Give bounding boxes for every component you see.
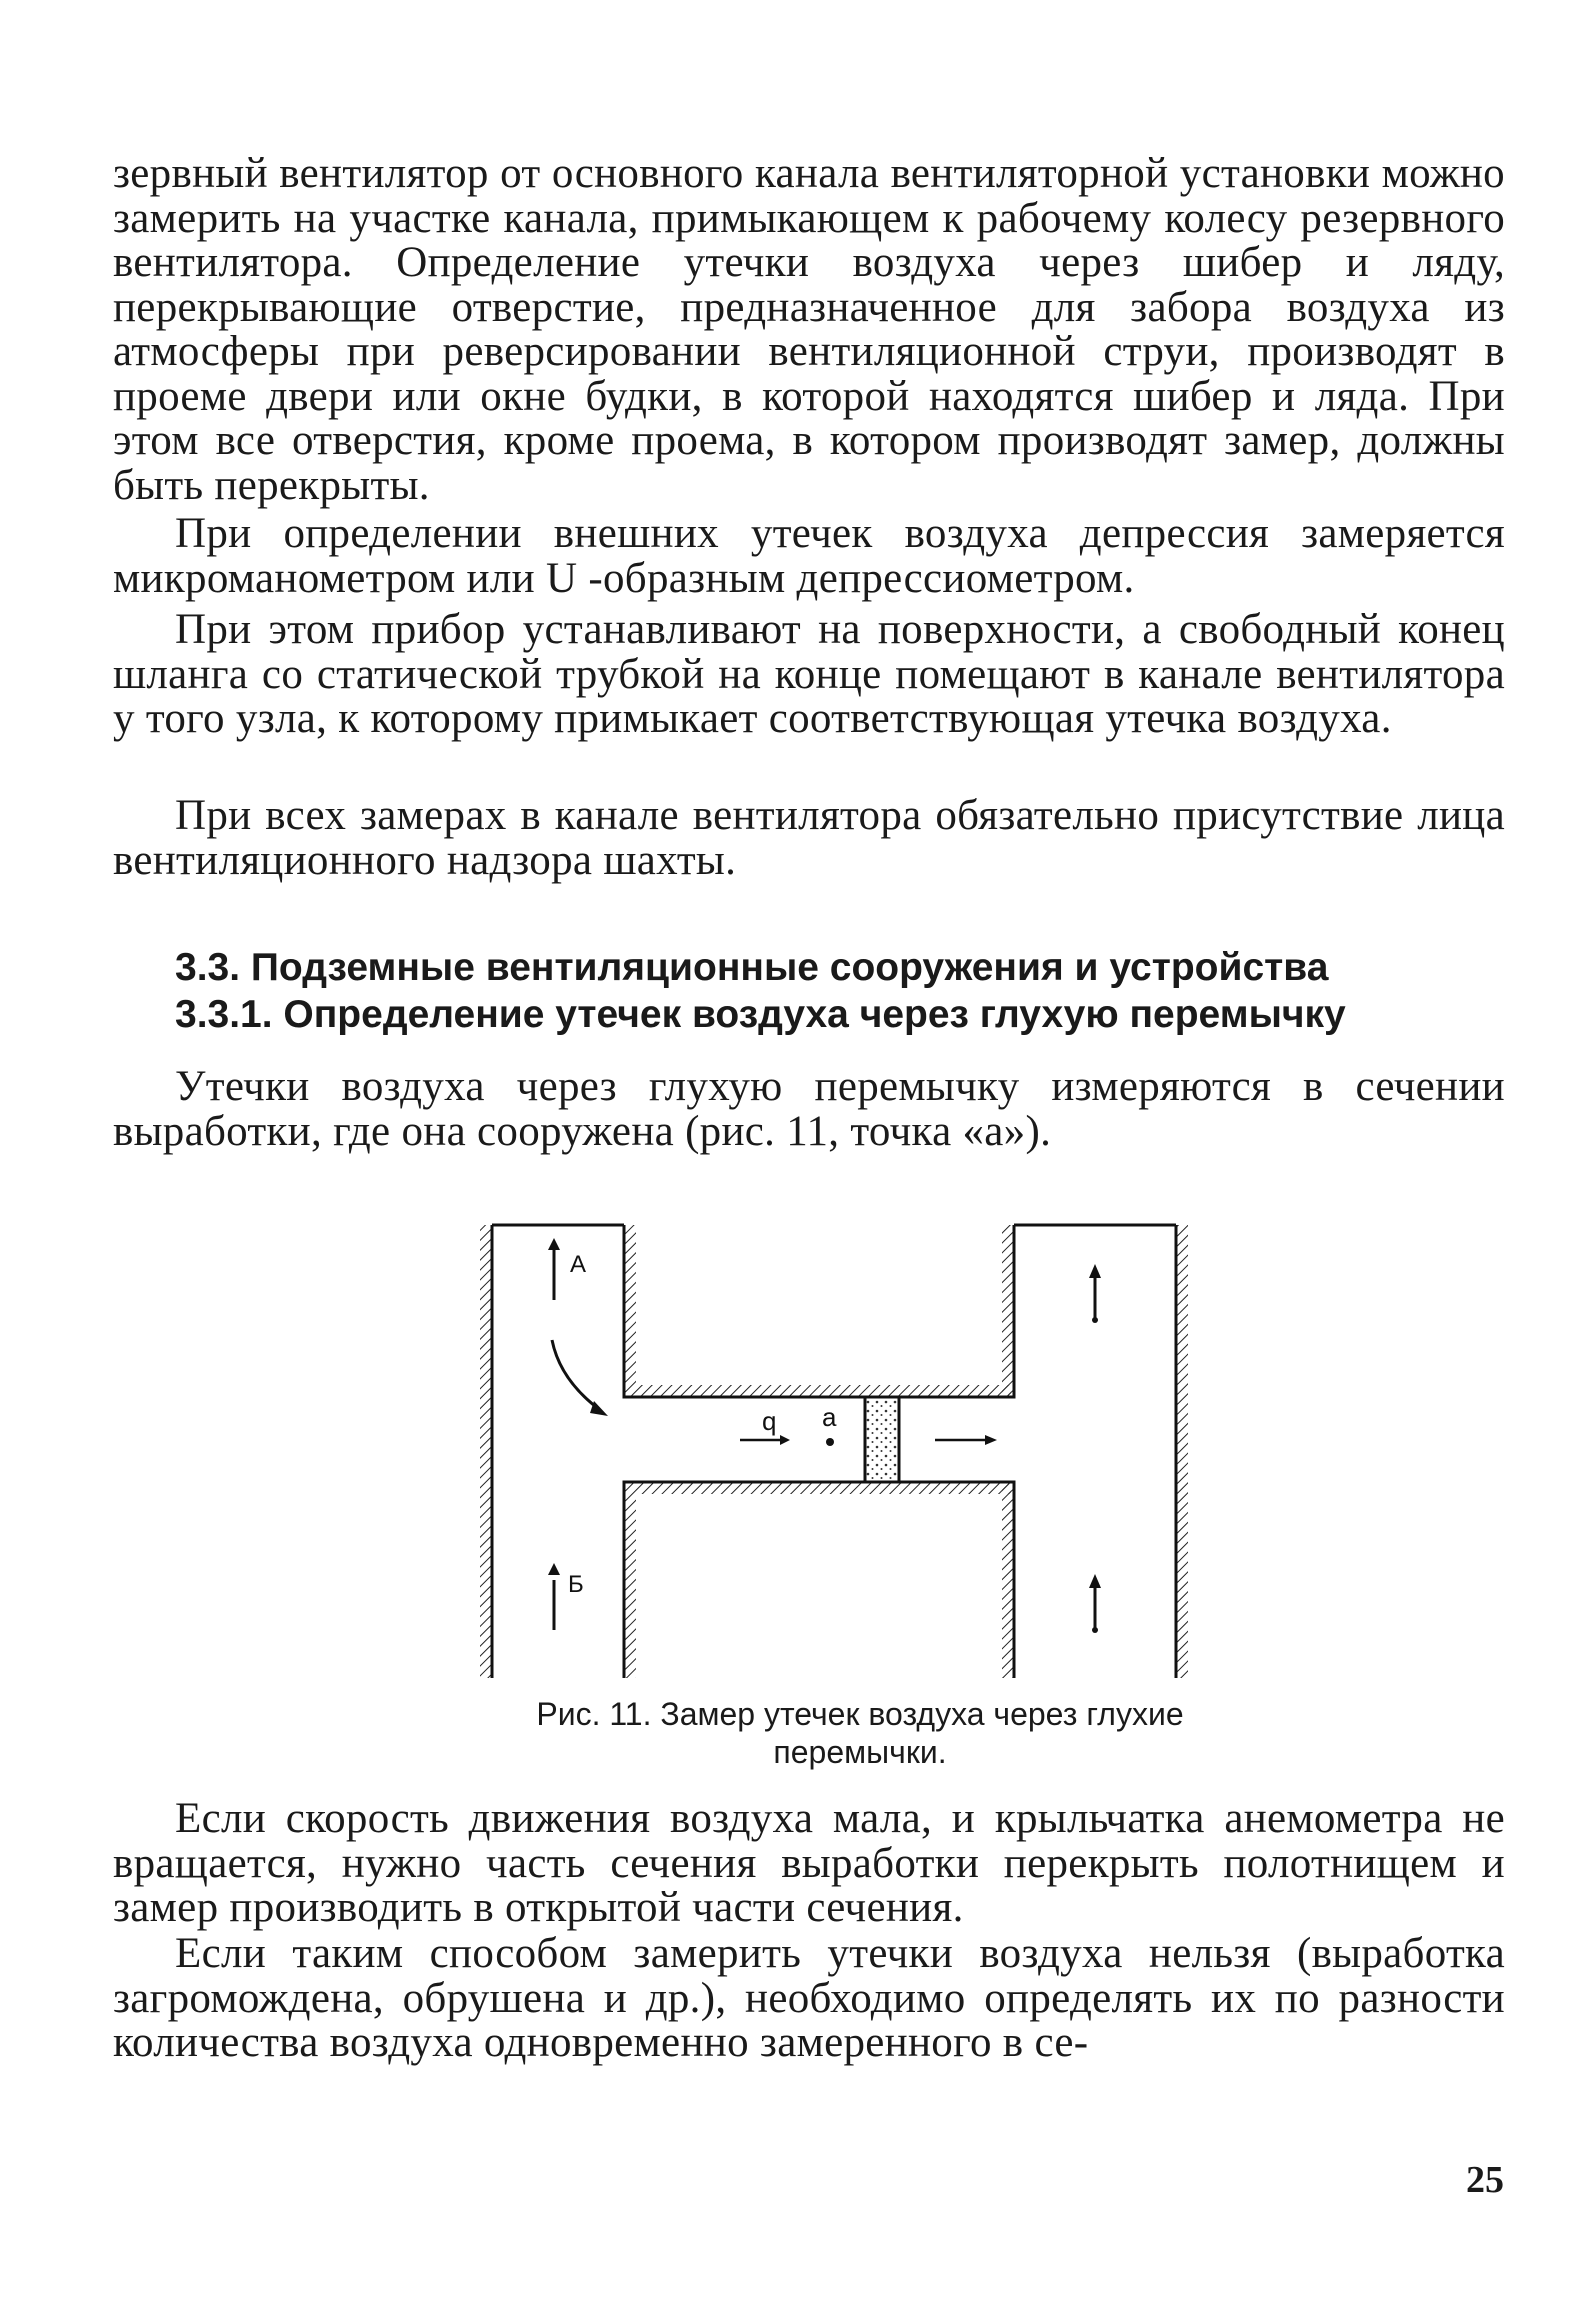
figure-caption: Рис. 11. Замер утечек воздуха через глухие перемычки.	[536, 1696, 1184, 1770]
arrow-up-bottom-right	[1089, 1574, 1101, 1633]
label-B: Б	[568, 1571, 584, 1598]
subsection-heading: 3.3.1. Определение утечек воздуха через глухую перемычку	[175, 993, 1346, 1036]
wall-hatching	[480, 1225, 1188, 1678]
arrow-up-top-right	[1089, 1264, 1101, 1323]
label-a: a	[822, 1402, 837, 1432]
paragraph-after-2: Если таким способом замерить утечки воздуха нельзя (выработка загромождена, обрушена и др.), необходимо определять их по разности количества воздуха одновременно замеренного в се-	[113, 1930, 1505, 2066]
paragraph-3: При этом прибор устанавливают на поверхности, а свободный конец шланга со статической трубкой на конце помещают в канале вентилятора у того узла, к которому примыкает соответствующая утечка воздуха.	[113, 606, 1505, 742]
arrow-down-top-left	[548, 1238, 560, 1300]
label-A: А	[570, 1251, 587, 1278]
label-q: q	[762, 1406, 777, 1436]
drift-outline	[492, 1225, 1176, 1678]
figure-h-shaped-drift	[470, 1220, 1200, 1690]
arrow-down-bottom-left	[548, 1563, 560, 1630]
paragraph-2: При определении внешних утечек воздуха депрессия замеряется микроманометром или U -образным депрессиометром.	[113, 510, 1505, 602]
arrow-right-after-seal	[935, 1435, 997, 1445]
page-number: 25	[1466, 2159, 1504, 2201]
paragraph-4: При всех замерах в канале вентилятора обязательно присутствие лица вентиляционного надзора шахты.	[113, 792, 1505, 884]
section-heading: 3.3. Подземные вентиляционные сооружения и устройства	[175, 946, 1329, 989]
stopping-seal	[865, 1397, 899, 1482]
arrow-curved-turn	[552, 1340, 600, 1410]
paragraph-after-1: Если скорость движения воздуха мала, и крыльчатка анемометра не вращается, нужно часть сечения выработки перекрыть полотнищем и замер производить в открытой части сечения.	[113, 1795, 1505, 1931]
arrow-right-before-seal	[740, 1435, 790, 1445]
intro-paragraph: Утечки воздуха через глухую перемычку измеряются в сечении выработки, где она сооружена (рис. 11, точка «а»).	[113, 1063, 1505, 1155]
measure-point-a	[826, 1438, 834, 1446]
paragraph-1: зервный вентилятор от основного канала вентиляторной установки можно замерить на участке канала, примыкающем к рабочему колесу резервного вентилятора. Определение утечки воздуха через шибер и ляду, перекрывающие отверстие, предназначенное для забора воздуха из атмосферы при реверсировании вентиляционной струи, производят в проеме двери или окне будки, в которой находятся шибер и ляда. При этом все отверстия, кроме проема, в котором производят замер, должны быть перекрыты.	[113, 150, 1505, 509]
